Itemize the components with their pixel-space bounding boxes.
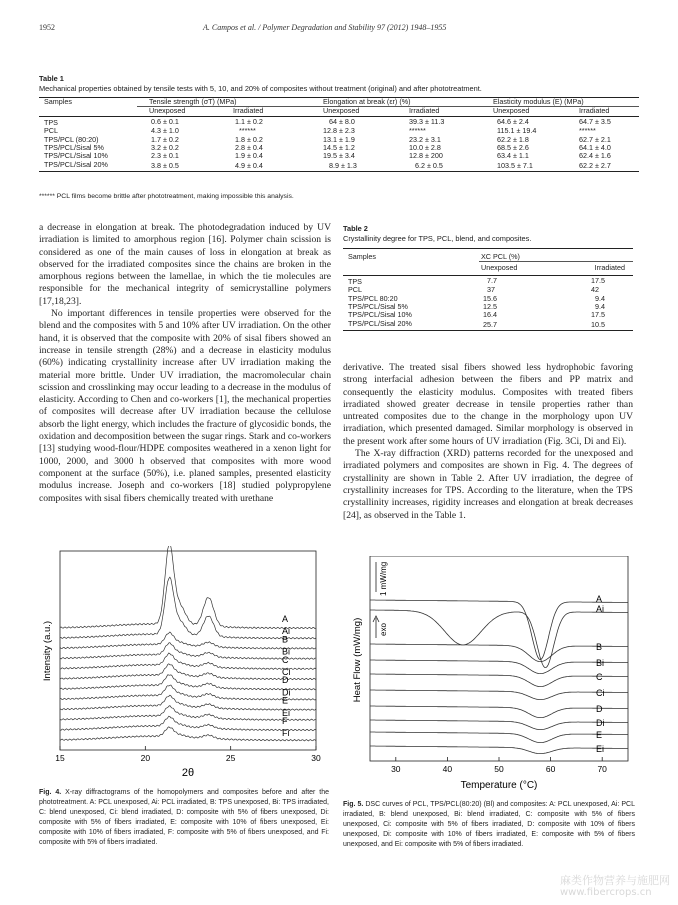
- fig4-curve-labels: [282, 614, 291, 738]
- watermark-line-1: 麻类作物营养与施肥网: [560, 874, 670, 887]
- fig4-curve-label: D: [282, 675, 289, 686]
- table-row: TPS/PCL 80:20 15.6 9.4: [348, 293, 605, 303]
- fig5-x-tick-label: 30: [391, 764, 401, 774]
- table-row: TPS/PCL/Sisal 5% 12.5 9.4: [348, 302, 605, 312]
- table1-caption-block: [39, 74, 639, 94]
- table1-subhead: Unexposed: [493, 106, 530, 116]
- fig5-curve-label: Di: [596, 718, 605, 728]
- table2-subhead: Irradiated: [594, 263, 625, 273]
- fig5-curve-Ai: [370, 610, 628, 668]
- fig4-caption-block: [39, 788, 329, 848]
- fig5-x-tick-label: 60: [545, 764, 556, 774]
- table1-body: [39, 116, 639, 171]
- table-row: TPS 7.7 17.5: [348, 275, 605, 286]
- fig4-curve-label: Ei: [282, 707, 291, 718]
- table-row: TPS/PCL/Sisal 20% 3.8 ± 0.5 4.9 ± 0.4 8.9 ± 1.3 6.2 ± 0.5 103.5 ± 7.1 62.2 ± 2.7: [39, 161, 639, 172]
- running-title: A. Campos et al. / Polymer Degradation and Stability 97 (2012) 1948–1955: [203, 23, 447, 32]
- table1-group-elongation: Elongation at break (εr) (%): [309, 98, 481, 107]
- table-row: PCL 37 42: [348, 285, 599, 295]
- watermark-line-2: www.fibercrops.cn: [560, 887, 652, 898]
- fig5-curve-label: Ci: [596, 688, 605, 698]
- fig5-label: Fig. 5.: [343, 801, 364, 808]
- fig5-curve-A: [370, 600, 628, 660]
- fig5-curve-Ci: [370, 690, 628, 700]
- table2-caption: Crystallinity degree for TPS, PCL, blend, and composites.: [343, 234, 532, 243]
- fig4-y-axis-label: Intensity (a.u.): [42, 620, 53, 682]
- fig4-curve-label: C: [282, 654, 289, 665]
- page-number: 1952: [39, 23, 55, 32]
- fig4-curve-label: B: [282, 634, 289, 645]
- fig4-curve-Ci: [60, 664, 316, 680]
- fig4-curve-label: Ai: [282, 626, 291, 637]
- fig5-x-axis-label: Temperature (°C): [460, 780, 538, 791]
- table-row: TPS/PCL/Sisal 5% 3.2 ± 0.2 2.8 ± 0.4 14.5 ± 1.2 10.0 ± 2.8 68.5 ± 2.6 64.1 ± 4.0: [44, 143, 611, 153]
- table1-subhead: Irradiated: [579, 106, 610, 116]
- fig4-x-tick-label: 25: [225, 753, 236, 763]
- fig4-curve-label: E: [282, 695, 289, 706]
- fig4-x-axis-label: 2θ: [181, 767, 195, 779]
- fig4-curves: [60, 546, 316, 741]
- table2: [343, 248, 633, 331]
- fig5-exo-label: exo: [379, 623, 388, 636]
- table2-caption-block: [343, 224, 633, 244]
- table-row: TPS/PCL/Sisal 10% 16.4 17.5: [348, 310, 605, 320]
- fig5-x-tick-label: 50: [494, 764, 504, 774]
- fig5-scale-label: 1 mW/mg: [379, 561, 388, 596]
- fig5-curve-label: Ei: [596, 744, 605, 754]
- fig5-dsc-chart: [340, 556, 636, 796]
- fig4-curve-label: Fi: [282, 728, 290, 739]
- fig4-curve-label: A: [282, 614, 289, 624]
- fig5-x-tick-label: 70: [597, 764, 607, 774]
- table1-footnote: ****** PCL films become brittle after phototreatment, making impossible this analysis.: [39, 193, 294, 200]
- table1-subhead: Irradiated: [409, 106, 440, 116]
- right-paragraph-1: derivative. The treated sisal fibers showed less hydrophobic favoring strong interfacial adhesion between the fibers and PP matrix and consequently the elasticity modulus. Composites with treated fibers irradiated showed greater decrease in tensile properties rather than untreated composites due to the change in the morphology upon UV irradiation, which presented damaged. Similar morphology is observed in the present work after some hours of UV irradiation (Fig. 3Ci, Di and Ei).: [343, 362, 633, 447]
- fig5-y-axis-label: Heat Flow (mW/mg): [352, 617, 363, 703]
- right-paragraph-2: The X-ray diffraction (XRD) patterns recorded for the unexposed and irradiated polymers and composites are shown in Fig. 4. The degrees of crystallinity are shown in Table 2. After UV irradiation, the degree of crystallinity increases for TPS. According to the literature, when the TPS crystallinity increases, rigidity increases and elongation at break decreases [24], as observed in the Table 1.: [343, 448, 633, 521]
- fig5-curve-C: [370, 674, 628, 687]
- fig5-curve-label: C: [596, 672, 603, 682]
- fig4-x-tick-label: 30: [311, 753, 321, 763]
- table-row: PCL 4.3 ± 1.0 ****** 12.8 ± 2.3 ****** 115.1 ± 19.4 ******: [44, 126, 596, 136]
- fig5-curve-E: [370, 732, 628, 743]
- fig5-x-tick-label: 40: [442, 764, 453, 774]
- fig4-curve-label: Di: [282, 687, 291, 698]
- fig5-curve-label: B: [596, 642, 603, 652]
- fig5-curve-Bi: [370, 660, 628, 674]
- left-paragraph-2: No important differences in tensile properties were observed for the blend and the composites with 5 and 10% after UV irradiation. On the other hand, it is observed that the composite with 20% of sisal fibers showed an increase in tensile strength (28%) and a decrease in elasticity modulus (60%) indicating crystallinity increase after UV irradiation making the material more brittle. Under UV irradiation, the macromolecular chain scission and crosslinking may occur leading to a decrease in the modulus of elasticity. According to Chen and co-workers [1], the mechanical properties of composites will decrease after UV irradiation because the cellulose absorb the light energy, which includes the fracture of glycosidic bonds, the oxidation and decomposition between the sugar rings. Stark and co-workers [13] studying wood-flour/HDPE composites weathered in a xenon light for 1000, 2000, and 3000 h observed that composites with more wood component at the surface (50%), i.e. planed samples, presented elasticity modulus increase. Joseph and co-workers [18] studied polypropylene composites with sisal fibers chemically treated with urethane: [39, 308, 331, 504]
- fig5-caption: DSC curves of PCL, TPS/PCL(80:20) (Bl) and composites: A: PCL unexposed, Ai: PCL irradiated, B: blend unexposed, Bi: blend irradiated, C: composite with 5% of fibers unexposed, Ci: composite with 5% of fibers irradiated, D: composite with 10% of fibers unexposed, Di: composite with 10% of fibers irradiated, E: composite with 5% of fibers unexposed, and Ei: composite with 5% of fibers irradiated.: [343, 801, 635, 848]
- fig4-curve-Ai: [60, 577, 316, 639]
- right-column: [343, 362, 633, 522]
- table-row: TPS 0.6 ± 0.1 1.1 ± 0.2 64 ± 8.0 39.3 ± 11.3 64.6 ± 2.4 64.7 ± 3.5: [44, 116, 611, 127]
- fig4-caption: X-ray diffractograms of the homopolymers and composites before and after the phototreatment. A: PCL unexposed, Ai: PCL irradiated, B: TPS unexposed, Bi: TPS irradiated, C: blend unexposed, Ci: blend irradiated, D: composite with 5% of fibers unexposed, Di: composite with 5% of fibers irradiated, E: composite with 10% of fibers unexposed, Ei: composite with 10% of fibers irradiated, F: composite with 5% of fibers unexposed, and Fi: composite with 5% of fibers irradiated.: [39, 789, 330, 846]
- fig4-x-tick-label: 20: [140, 753, 151, 763]
- fig4-curve-A: [60, 546, 316, 629]
- table1: [39, 97, 639, 172]
- fig4-x-ticks: [55, 746, 321, 763]
- table1-group-modulus: Elasticity modulus (E) (MPa): [481, 98, 639, 107]
- fig5-x-ticks: [391, 757, 607, 774]
- left-paragraph-1: a decrease in elongation at break. The photodegradation induced by UV irradiation is limited to amorphous region [16]. Polymer chain scission is considered as one of the main causes of loss in elongation at break as observed for the irradiated composites since the chains are broken in the amorphous regions between the lamellae, in which the tie molecules are responsible for the mechanical integrity of semicrystalline polymers [17,18,23].: [39, 222, 331, 307]
- fig5-curve-label: Bi: [596, 658, 605, 668]
- fig5-curve-Di: [370, 720, 628, 730]
- table1-col-samples: Samples: [44, 97, 72, 107]
- fig5-curve-D: [370, 706, 628, 718]
- fig4-curve-label: Ci: [282, 667, 291, 677]
- fig5-curves: [370, 600, 628, 754]
- fig5-curve-label: A: [596, 594, 603, 604]
- table2-label: Table 2: [343, 224, 368, 233]
- table2-body: [343, 275, 633, 330]
- fig5-curve-label: D: [596, 704, 603, 714]
- fig4-curve-E: [60, 695, 316, 710]
- fig4-curve-label: Bi: [282, 646, 291, 657]
- table1-caption: Mechanical properties obtained by tensile tests with 5, 10, and 20% of composites without treatment (original) and after phototreatment.: [39, 84, 482, 93]
- left-column: [39, 222, 331, 505]
- table1-group-tensile: Tensile strength (σT) (MPa): [137, 98, 309, 107]
- fig4-curve-Fi: [60, 727, 316, 741]
- fig4-curve-label: F: [282, 716, 288, 726]
- fig4-curve-F: [60, 716, 316, 731]
- fig5-caption-block: [343, 800, 635, 850]
- table2-subhead: Unexposed: [481, 263, 518, 273]
- fig4-label: Fig. 4.: [39, 789, 62, 796]
- table1-subhead: Unexposed: [149, 106, 186, 116]
- fig4-curve-B: [60, 632, 316, 649]
- fig4-curve-Di: [60, 685, 316, 700]
- table2-group: XC PCL (%): [479, 249, 633, 262]
- table2-col-samples: Samples: [348, 252, 376, 262]
- fig5-curve-B: [370, 644, 628, 662]
- table-row: TPS/PCL/Sisal 10% 2.3 ± 0.1 1.9 ± 0.4 19.5 ± 3.4 12.8 ± 200 63.4 ± 1.1 62.4 ± 1.6: [44, 151, 611, 161]
- fig5-curve-Ei: [370, 746, 628, 754]
- table-row: TPS/PCL/Sisal 20% 25.7 10.5: [343, 320, 633, 331]
- fig5-curve-label: Ai: [596, 604, 605, 614]
- table1-subhead: Unexposed: [323, 106, 360, 116]
- fig5-curve-labels: [596, 594, 605, 754]
- fig4-x-tick-label: 15: [55, 753, 65, 763]
- fig5-plot-frame: [370, 556, 628, 761]
- table-row: TPS/PCL (80:20) 1.7 ± 0.2 1.8 ± 0.2 13.1 ± 1.9 23.2 ± 3.1 62.2 ± 1.8 62.7 ± 2.1: [44, 134, 611, 144]
- fig4-xrd-chart: [36, 546, 332, 780]
- fig4-curve-C: [60, 653, 316, 670]
- fig5-curve-label: E: [596, 730, 603, 740]
- table1-label: Table 1: [39, 74, 64, 83]
- table1-subhead: Irradiated: [233, 106, 264, 116]
